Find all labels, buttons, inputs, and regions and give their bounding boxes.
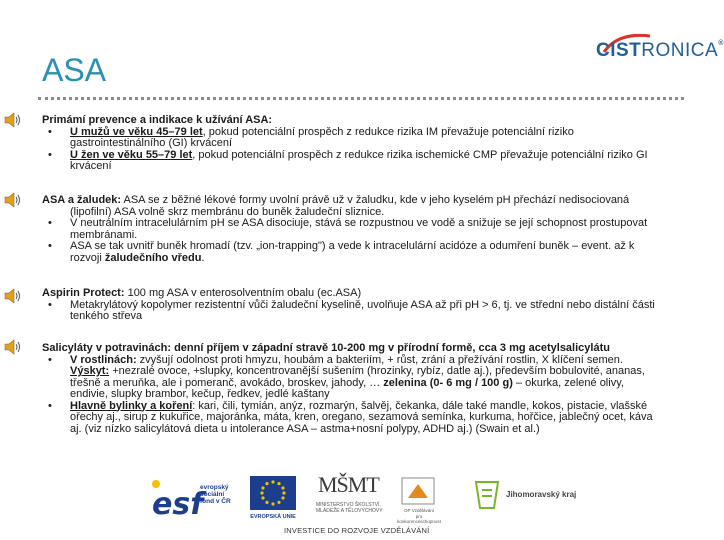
speaker-icon[interactable] (3, 111, 21, 129)
list-item: • V neutrálním intracelulárním pH se ASA disociuje, stává se rozpustnou ve vodě a snižuje se její schopnost prostupovat membránami. (48, 217, 648, 241)
section-asa-stomach: ASA a žaludek: ASA se z běžné lékové formy uvolní právě už v žaludku, kde v jeho kyselém pH přechází nedisociovaná (lipofilní) ASA volně skrz membránu do buněk žaludeční sliznice. • V neutrálním intracelulárním pH se ASA disociuje, stává se rozpustnou ve vodě a snižuje se její schopnost prostupovat membránami. • ASA se tak uvnitř buněk hromadí (tzv. „ion‑trapping") a vede k intracelulární acidóze a odumření buněk – event. až k rozvoji žaludečního vředu. (42, 195, 712, 264)
msmt-letters: MŠMT (318, 472, 379, 497)
footer-logos (0, 462, 720, 540)
speaker-icon[interactable] (3, 287, 21, 305)
list-item: • V rostlinách: zvyšují odolnost proti hmyzu, houbám a bakteriím, + růst, zrání a přežívání rostlin, X klíčení semen. Výskyt: +nezralé ovoce, +slupky, koncentrovanější sušením (hrozinky, rybíz, datle aj.), především bobulovité, ananas, třešně a meruňka, ale i pomeranč, avokádo, broskev, jahody, … zelenina (0- 6 mg / 100 g) – okurka, zelené olivy, endivie, slupky brambor, kečup, ředkev, jedlé kaštany (48, 353, 645, 400)
eu-flag-icon (250, 476, 296, 510)
list-item: • Hlavně bylinky a koření: kari, čili, tymián, anýz, rozmarýn, šalvěj, čekanka, dále také mandle, kokos, pistacie, vlašské ořechy aj., sirup z kukuřice, majoránka, máta, kren, oregano, sezamová semínka, kurkuma, hořčice, jablečný ocet, káva aj. (viz nízko salicylátová dieta u intolerance ASA – astma+nosní polypy, ADHD aj.) (Swain et al.) (48, 399, 653, 435)
esf-line3: fond v ČR (200, 498, 231, 505)
section-intro: Aspirin Protect: 100 mg ASA v enterosolventním obalu (ec.ASA) (42, 287, 362, 299)
op-line1: OP Vzdělávání (404, 508, 434, 513)
esf-line1: evropský (200, 484, 229, 491)
esf-logo (148, 476, 240, 520)
section-heading: Primámí prevence a indikace k užívání ASA: (42, 114, 273, 126)
cistronica-logo (596, 30, 724, 74)
slide-title: ASA (42, 52, 107, 88)
svg-text:esf: esf (152, 487, 204, 522)
title-divider (38, 97, 684, 100)
section-intro: ASA a žaludek: ASA se z běžné lékové formy uvolní právě už v žaludku, kde v jeho kyselém pH přechází nedisociovaná (42, 194, 630, 206)
msmt-logo (312, 472, 392, 524)
eu-label: EVROPSKÁ UNIE (250, 514, 296, 520)
eu-logo (242, 476, 304, 524)
msmt-line2: MLÁDEŽE A TĚLOVÝCHOVY (316, 508, 383, 514)
list-item: • Metakrylátový kopolymer rezistentní vůči žaludeční kyselině, uvolňuje ASA až při pH > 6, tj. ve střední nebo distální části tenkého střeva (48, 298, 655, 322)
op-line2: pro konkurenceschopnost (397, 513, 441, 524)
op-vk-logo (394, 476, 444, 522)
section-primary-prevention (42, 115, 712, 173)
footer-tagline: INVESTICE DO ROZVOJE VZDĚLÁVÁNÍ (284, 526, 430, 535)
logo-part2: RONICA (641, 40, 719, 61)
esf-star-icon (148, 476, 202, 520)
section-heading: Aspirin Protect: (42, 287, 125, 299)
list-item: • ASA se tak uvnitř buněk hromadí (tzv. „ion‑trapping") a vede k intracelulární acidóze a odumření buněk – event. až k rozvoji žaludečního vředu. (48, 240, 635, 264)
logo-registered: ® (718, 40, 724, 47)
speaker-icon[interactable] (3, 191, 21, 209)
section-heading: Salicyláty v potravinách: denní příjem v západní stravě 10-200 mg v přírodní formě, cca 3 mg acetylsalicylátu (42, 342, 610, 354)
list-item: • U mužů ve věku 45–79 let, pokud potenciální prospěch z redukce rizika IM převažuje potenciální riziko gastrointestinálního (GI) krvácení (48, 125, 574, 149)
jmk-emblem-icon (472, 478, 502, 512)
list-item: • U žen ve věku 55–79 let, pokud potenciální prospěch z redukce rizika ischemické CMP převažuje potenciální riziko GI krvácení (48, 148, 648, 172)
section-heading: ASA a žaludek: (42, 194, 122, 206)
section-salicylates-food (42, 343, 712, 435)
logo-wordmark (596, 40, 724, 62)
op-vk-icon (400, 476, 436, 506)
jmk-label: Jihomoravský kraj (506, 490, 577, 499)
esf-line2: sociální (200, 491, 225, 498)
section-aspirin-protect (42, 288, 712, 323)
jmk-logo (472, 478, 592, 518)
speaker-icon[interactable] (3, 338, 21, 356)
logo-part1: CIST (596, 40, 642, 61)
msmt-line1: MINISTERSTVO ŠKOLSTVÍ, (316, 502, 381, 508)
